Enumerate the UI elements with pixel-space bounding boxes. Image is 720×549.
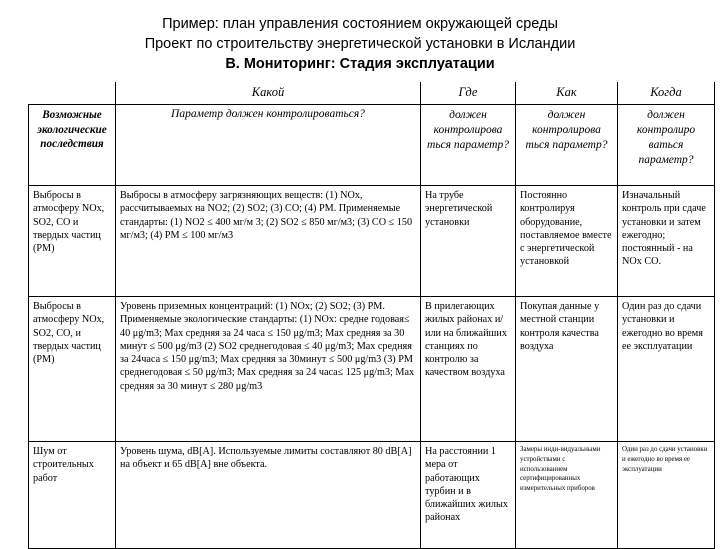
row-parameter: Выбросы в атмосферу загрязняющих веществ: (1) NOx, рассчитываемых на NO2; (2) SO2; (3) CO; (4) PM. Применяемые стандарты: (1) NO2 ≤ 400 мг/м 3; (2) SO2 ≤ 850 мг/м3; (3) CO ≤ 150 мг/м3; (4) PM ≤ 100 мг/м3 — [116, 186, 421, 297]
title-line-1: Пример: план управления состоянием окружающей среды — [162, 16, 558, 32]
monitoring-table — [28, 82, 715, 549]
title-line-3: В. Мониторинг: Стадия эксплуатации — [225, 56, 495, 72]
header-when: Когда — [618, 82, 715, 105]
row-where: На трубе энергетической установки — [421, 186, 516, 297]
header-effects: Возможные экологические последствия — [29, 105, 116, 186]
row-effect: Выбросы в атмосферу NOx, SO2, CO, и твердых частиц (PM) — [29, 297, 116, 442]
row-where: В прилегающих жилых районах и/или на ближайших станциях по контролю за качеством воздуха — [421, 297, 516, 442]
row-how: Постоянно контролируя оборудование, поставляемое вместе с энергетической установкой — [516, 186, 618, 297]
row-when: Один раз до сдачи установки и ежегодно во время ее эксплуатации — [618, 442, 715, 549]
row-parameter: Уровень приземных концентраций: (1) NOx; (2) SO2; (3) PM. Применяемые экологические стандарты: (1) NOx: средне годовая≤ 40 μg/m3; Max средняя за 24 часа ≤ 150 μg/m3; Max средняя за 30 минут ≤ 500 μg/m3 (2) SO2 среднегодовая ≤ 40 μg/m3; Max средняя за 24часа ≤ 150 μg/m3; Max средняя за 30минут ≤ 500 μg/m3 (3) PM среднегодовая ≤ 50 μg/m3; Max средняя за 24 часа≤ 125 μg/m3; Max средняя за 30 минут ≤ 280 μg/m3 — [116, 297, 421, 442]
row-how: Замеры инди-видуальными устройствами с использованием сертифицированных измерительных приборов — [516, 442, 618, 549]
row-effect: Шум от строительных работ — [29, 442, 116, 549]
header-row-questions — [29, 105, 715, 186]
header-how: Как — [516, 82, 618, 105]
table-row — [29, 297, 715, 442]
header-parameter: Параметр должен контролироваться? — [116, 105, 421, 186]
row-effect: Выбросы в атмосферу NOx, SO2, CO и твердых частиц (PM) — [29, 186, 116, 297]
row-when: Изначальный контроль при сдаче установки и затем ежегодно; постоянный - на NOx CO. — [618, 186, 715, 297]
header-blank-cell — [29, 82, 116, 105]
title-block — [0, 14, 720, 74]
header-which: Какой — [116, 82, 421, 105]
row-how: Покупая данные у местной станции контроля качества воздуха — [516, 297, 618, 442]
row-when: Один раз до сдачи установки и ежегодно во время ее эксплуатации — [618, 297, 715, 442]
table-row — [29, 442, 715, 549]
row-where: На расстоянии 1 мера от работающих турбин и в ближайших жилых районах — [421, 442, 516, 549]
header-where: Где — [421, 82, 516, 105]
row-parameter: Уровень шума, dB[A]. Используемые лимиты составляют 80 dB[A] на объект и 65 dB[A] вне объекта. — [116, 442, 421, 549]
header-when-question: должен контролиро ваться параметр? — [618, 105, 715, 186]
header-row-top — [29, 82, 715, 105]
header-how-question: должен контролирова ться параметр? — [516, 105, 618, 186]
header-where-question: должен контролирова ться параметр? — [421, 105, 516, 186]
table-row — [29, 186, 715, 297]
title-line-2: Проект по строительству энергетической установки в Исландии — [144, 36, 576, 52]
